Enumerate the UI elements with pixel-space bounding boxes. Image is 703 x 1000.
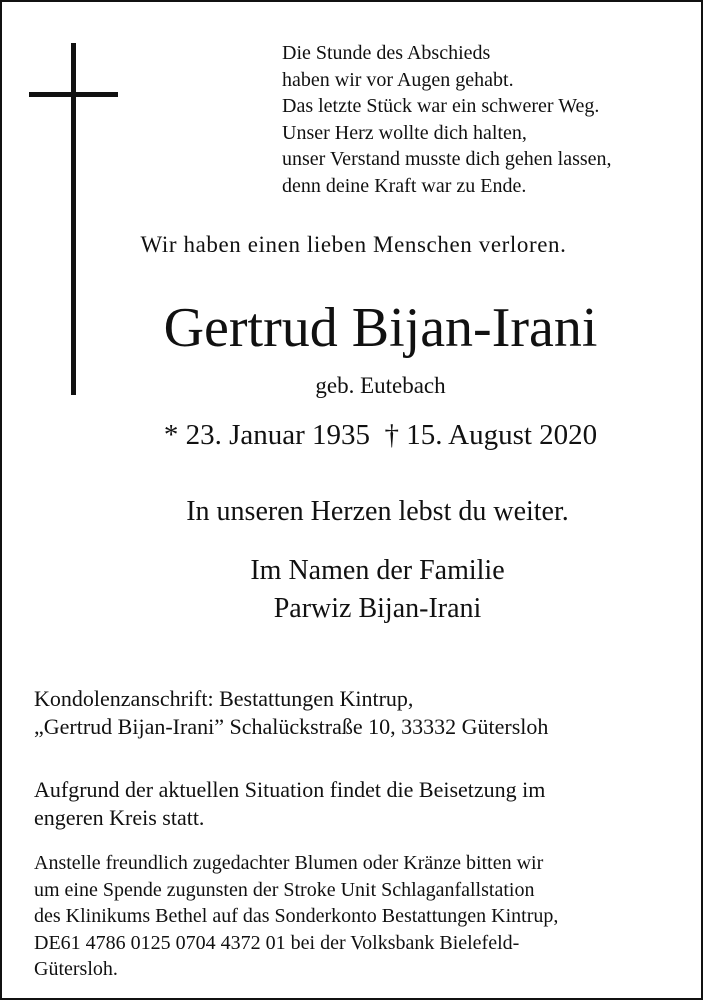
donation-line: DE61 4786 0125 0704 4372 01 bei der Volksbank Bielefeld-: [34, 931, 520, 954]
family-line: Parwiz Bijan-Irani: [273, 593, 482, 624]
burial-line: Aufgrund der aktuellen Situation findet die Beisetzung im: [34, 777, 546, 802]
poem-line: Das letzte Stück war ein schwerer Weg.: [282, 95, 600, 117]
cross-horizontal-bar: [29, 92, 118, 97]
family-signature: [2, 552, 703, 628]
deceased-name: Gertrud Bijan-Irani: [163, 297, 598, 359]
closing-sentence: In unseren Herzen lebst du weiter.: [186, 496, 569, 527]
poem-line: Die Stunde des Abschieds: [282, 42, 491, 64]
family-line: Im Namen der Familie: [250, 555, 505, 586]
birth-name: geb. Eutebach: [315, 373, 446, 398]
burial-note: [34, 776, 545, 832]
poem-line: unser Verstand musste dich gehen lassen,: [282, 148, 612, 170]
life-dates: * 23. Januar 1935 † 15. August 2020: [163, 419, 598, 451]
condolence-address: [34, 685, 548, 741]
donation-line: des Klinikums Bethel auf das Sonderkonto Bestattungen Kintrup,: [34, 905, 559, 927]
poem-line: Unser Herz wollte dich halten,: [282, 121, 527, 144]
poem-line: denn deine Kraft war zu Ende.: [282, 174, 527, 197]
donation-line: Gütersloh.: [34, 958, 118, 980]
memorial-poem: [282, 40, 612, 199]
condolence-line: Kondolenzanschrift: Bestattungen Kintrup,: [34, 686, 414, 711]
burial-line: engeren Kreis statt.: [34, 805, 205, 830]
donation-note: [34, 850, 558, 983]
donation-line: Anstelle freundlich zugedachter Blumen oder Kränze bitten wir: [34, 852, 544, 874]
donation-line: um eine Spende zugunsten der Stroke Unit Schlaganfallstation: [34, 878, 535, 901]
lead-sentence: Wir haben einen lieben Menschen verloren.: [140, 232, 567, 257]
condolence-line: „Gertrud Bijan-Irani” Schalückstraße 10, 33332 Gütersloh: [34, 714, 549, 739]
poem-line: haben wir vor Augen gehabt.: [282, 68, 514, 91]
